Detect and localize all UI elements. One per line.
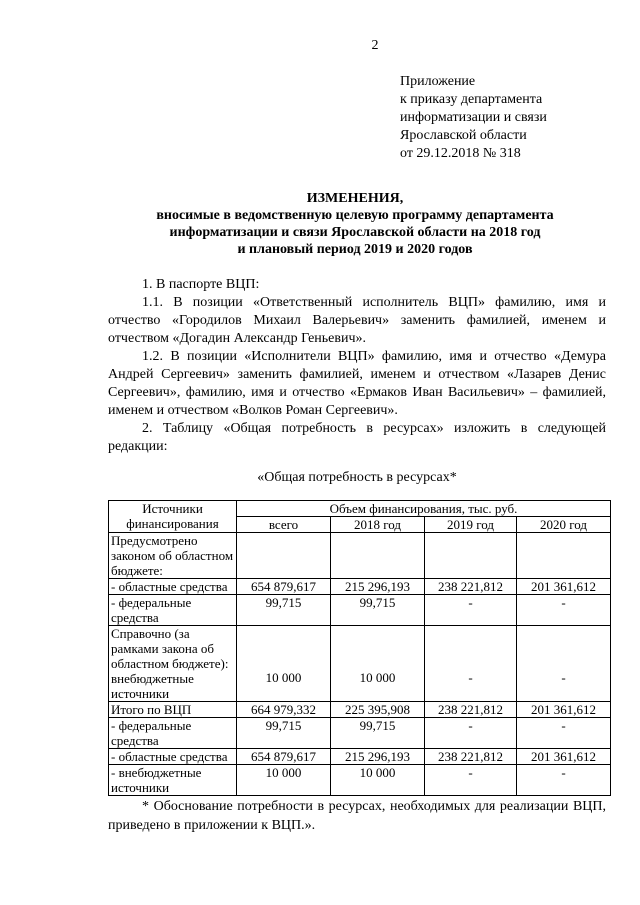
body-text xyxy=(108,276,606,456)
cell: 99,715 xyxy=(331,718,425,749)
appendix-line: к приказу департамента xyxy=(400,92,543,107)
paragraph: 1. В паспорте ВЦП: xyxy=(142,277,260,292)
heading-title: ИЗМЕНЕНИЯ, xyxy=(306,191,404,206)
header-source: Источники финансирования xyxy=(109,501,237,533)
heading-line: информатизации и связи Ярославской области на 2018 год xyxy=(169,225,541,240)
document-heading xyxy=(100,190,610,258)
row-label: - федеральные средства xyxy=(109,595,237,626)
table-row xyxy=(109,533,611,579)
cell: 664 979,332 xyxy=(237,702,331,718)
heading-line: и плановый период 2019 и 2020 годов xyxy=(237,242,473,257)
cell: - xyxy=(425,595,517,626)
cell: - xyxy=(425,626,517,702)
cell: 225 395,908 xyxy=(331,702,425,718)
appendix-line: Приложение xyxy=(400,74,476,89)
table-caption: «Общая потребность в ресурсах* xyxy=(257,470,457,485)
cell: 215 296,193 xyxy=(331,579,425,595)
heading-line: вносимые в ведомственную целевую программу департамента xyxy=(156,208,554,223)
row-label: - областные средства xyxy=(109,579,237,595)
page-number: 2 xyxy=(371,38,379,53)
cell: 238 221,812 xyxy=(425,579,517,595)
cell: 654 879,617 xyxy=(237,749,331,765)
appendix-block xyxy=(400,73,547,163)
table-row xyxy=(109,718,611,749)
cell: - xyxy=(425,718,517,749)
appendix-line: от 29.12.2018 № 318 xyxy=(400,146,521,161)
row-label: - областные средства xyxy=(109,749,237,765)
row-label: Справочно (за рамками закона об областном бюджете): внебюджетные источники xyxy=(109,626,237,702)
header-col-2020: 2020 год xyxy=(517,517,611,533)
header-col-total: всего xyxy=(237,517,331,533)
cell: 238 221,812 xyxy=(425,702,517,718)
header-col-2019: 2019 год xyxy=(425,517,517,533)
cell: 99,715 xyxy=(331,595,425,626)
table-row xyxy=(109,595,611,626)
cell: 238 221,812 xyxy=(425,749,517,765)
cell: 99,715 xyxy=(237,595,331,626)
table-row xyxy=(109,626,611,702)
cell xyxy=(425,533,517,579)
cell: 201 361,612 xyxy=(517,749,611,765)
table-header-row xyxy=(109,501,611,517)
cell: 99,715 xyxy=(237,718,331,749)
cell: - xyxy=(517,765,611,796)
cell xyxy=(331,533,425,579)
row-label: - федеральные средства xyxy=(109,718,237,749)
cell: 201 361,612 xyxy=(517,579,611,595)
footnote xyxy=(108,797,606,835)
table-row xyxy=(109,749,611,765)
row-label: Итого по ВЦП xyxy=(109,702,237,718)
cell xyxy=(237,533,331,579)
appendix-line: Ярославской области xyxy=(400,128,527,143)
resources-table xyxy=(108,500,611,796)
cell: 215 296,193 xyxy=(331,749,425,765)
header-col-2018: 2018 год xyxy=(331,517,425,533)
header-volume: Объем финансирования, тыс. руб. xyxy=(237,501,611,517)
row-label: - внебюджетные источники xyxy=(109,765,237,796)
cell: - xyxy=(517,595,611,626)
footnote-text: * Обоснование потребности в ресурсах, необходимых для реализации ВЦП, приведено в приложении к ВЦП.». xyxy=(108,799,606,833)
cell: 10 000 xyxy=(237,626,331,702)
cell: 10 000 xyxy=(331,765,425,796)
appendix-line: информатизации и связи xyxy=(400,110,547,125)
paragraph: 1.2. В позиции «Исполнители ВЦП» фамилию, имя и отчество «Демура Андрей Сергеевич» заменить фамилией, именем и отчеством «Лазарев Денис Сергеевич», фамилию, имя и отчество «Ермаков Иван Васильевич» – фамилией, именем и отчеством «Волков Роман Сергеевич». xyxy=(108,349,606,418)
cell: 201 361,612 xyxy=(517,702,611,718)
cell: - xyxy=(425,765,517,796)
paragraph: 1.1. В позиции «Ответственный исполнитель ВЦП» фамилию, имя и отчество «Городилов Михаил Валерьевич» заменить фамилией, именем и отчеством «Догадин Александр Геньевич». xyxy=(108,295,606,346)
cell xyxy=(517,533,611,579)
table-row xyxy=(109,579,611,595)
cell: 654 879,617 xyxy=(237,579,331,595)
table-row xyxy=(109,702,611,718)
cell: 10 000 xyxy=(331,626,425,702)
table-row xyxy=(109,765,611,796)
cell: 10 000 xyxy=(237,765,331,796)
cell: - xyxy=(517,626,611,702)
cell: - xyxy=(517,718,611,749)
paragraph: 2. Таблицу «Общая потребность в ресурсах» изложить в следующей редакции: xyxy=(108,421,606,454)
row-label: Предусмотрено законом об областном бюджете: xyxy=(109,533,237,579)
